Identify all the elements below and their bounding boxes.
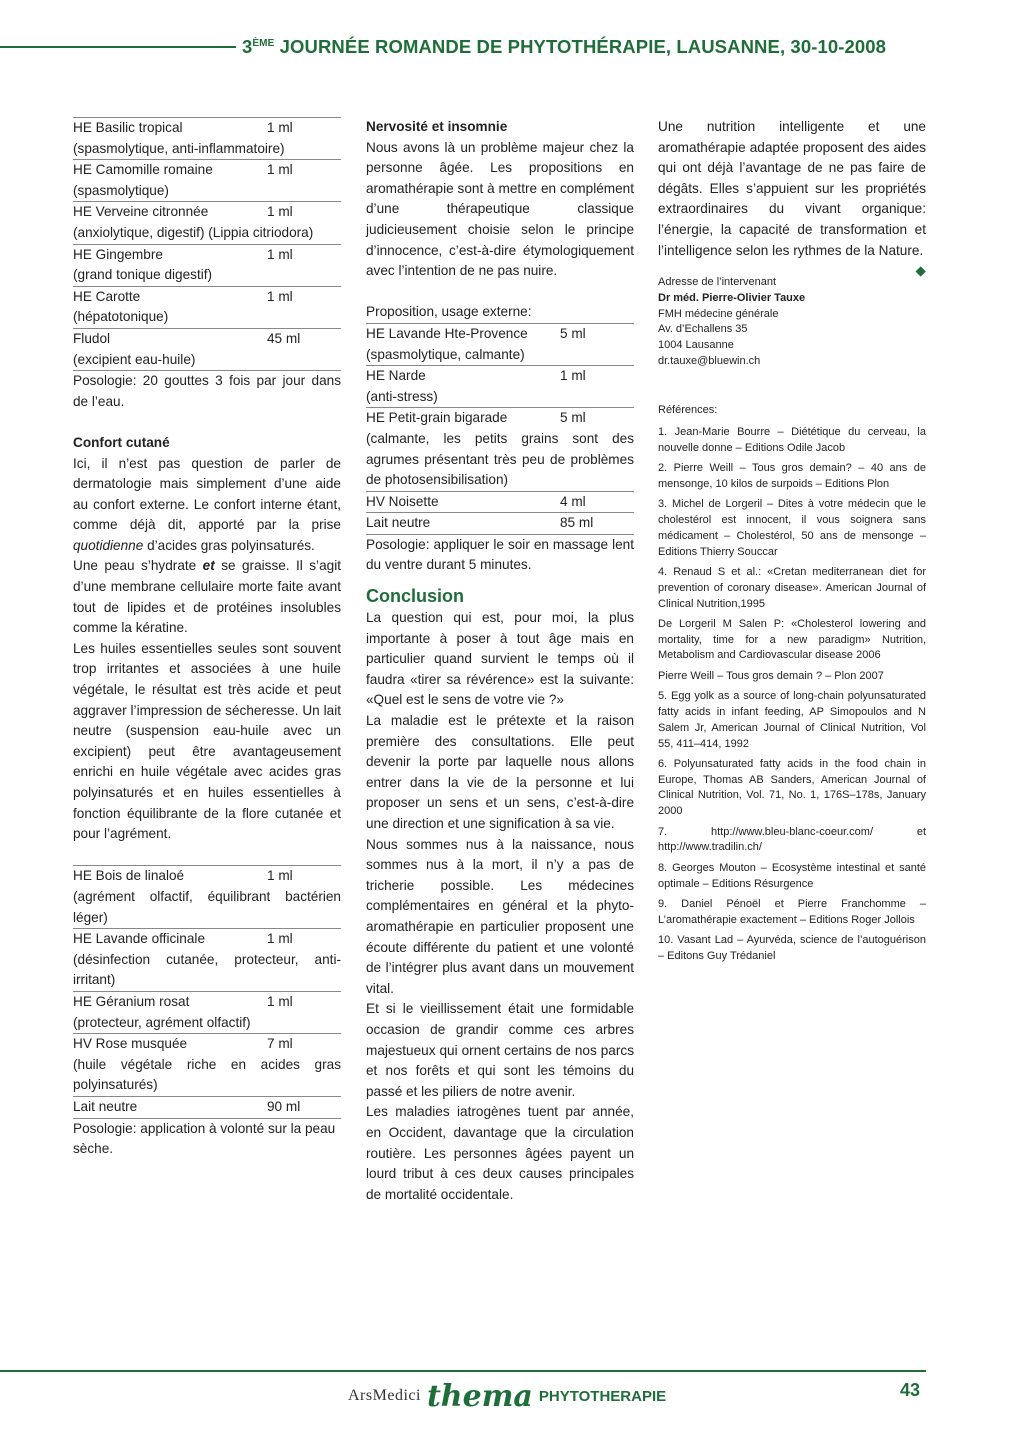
ingredient-desc: (agrément olfactif, équilibrant bactérien léger) — [73, 888, 341, 925]
recipe-row — [73, 286, 341, 308]
ingredient-name: HE Bois de linaloé — [73, 868, 185, 884]
ingredient-name: HE Lavande Hte-Provence — [366, 325, 528, 341]
paragraph: Nous sommes nus à la naissance, nous sommes nus à la mort, il n’y a pas de tricherie possible. Les médecines complémentaires en général et la phyto-aromathérapie en particulier proposent une écoute différente du patient et une volonté de l’intégrer plus avant dans un mouvement vital. — [366, 836, 634, 996]
ingredient-qty: 1 ml — [267, 993, 293, 1009]
conclusion-text — [366, 608, 634, 1205]
posology-3: Posologie: appliquer le soir en massage lent du ventre durant 5 minutes. — [366, 536, 634, 573]
ingredient-name: HV Noisette — [366, 493, 439, 509]
ingredient-name: HE Verveine citronnée — [73, 204, 209, 220]
recipe-row — [366, 323, 634, 345]
recipe-row — [73, 991, 341, 1013]
section-name: PHYTOTHERAPIE — [538, 1387, 667, 1405]
recipe-row — [73, 244, 341, 266]
column-3 — [658, 117, 926, 969]
ingredient-qty: 1 ml — [267, 246, 293, 262]
paragraph: Et si le vieillissement était une formidable occasion de grandir comme ces arbres majestueux qui ornent certains de nos parcs et nos forêts et qui sont les témoins du passé et les piliers de notre avenir. — [366, 1001, 634, 1099]
recipe-row — [73, 159, 341, 181]
ingredient-desc: (spasmolytique, anti-inflammatoire) — [73, 140, 285, 156]
ingredient-desc: (désinfection cutanée, protecteur, anti-irritant) — [73, 951, 341, 988]
paragraph: La maladie est le prétexte et la raison première des consultations. Elle peut devenir la porte par laquelle nous allons entrer dans la vie de la personne et lui proposer un sens et un sens, c’est-à-dire une direction et une signification à sa vie. — [366, 713, 634, 831]
header-rule — [0, 46, 236, 48]
recipe-row — [73, 928, 341, 950]
ingredient-qty: 5 ml — [560, 325, 586, 341]
header-title: JOURNÉE ROMANDE DE PHYTOTHÉRAPIE, LAUSANNE, 30-10-2008 — [274, 36, 887, 57]
ingredient-qty: 1 ml — [267, 162, 293, 178]
paragraph: La question qui est, pour moi, la plus importante à poser à tout âge mais en particulier quand survient le temps où il faudra «tirer sa révérence» est la suivante: «Quel est le sens de votre vie ?» — [366, 610, 634, 708]
references: Références: 1. Jean-Marie Bourre – Diététique du cerveau, la nouvelle donne – Editions Odile Jacob 2. Pierre Weill – Tous gros demain? – 40 ans de mensonge, 10 kilos de surpoids – Editions Plon 3. Michel de Lorgeril – Dites à votre médecin que le cholestérol est innocent, il vous soignera sans médicament – Cholestérol, 50 ans de mensonge – Editions Thierry Souccar 4. Renaud S et al.: «Cretan mediterranean diet for prevention of coronary disease». American Journal of Clinical Nutrition,1995 De Lorgeril M Salen P: «Cholesterol lowering and mortality, time for a new paradigm» Nutrition, Metabolism and Cardiovascular disease 2006 Pierre Weill – Tous gros demain ? – Plon 2007 5. Egg yolk as a source of long-chain polyunsaturated fatty acids in infant feeding, AP Simopoulos and N Salem Jr, American Journal of Clinical Nutrition, Vol 55, 411–414, 1992 6. Polyunsaturated fatty acids in the food chain in Europe, Thomas AB Sanders, American Journal of Clinical Nutrition, Vol. 71, No. 1, 176S–178s, January 2000 7. http://www.bleu-blanc-coeur.com/ et http://www.tradilin.ch/ 8. Georges Mouton – Ecosystème intestinal et santé optimale – Editions Résurgence 9. Daniel Pénoël et Pierre Franchomme – L’aromathérapie exactement – Editions Roger Jollois 10. Vasant Lad – Ayurvéda, science de l’autoguérison – Editons Guy Trédaniel — [658, 403, 926, 964]
ingredient-qty: 1 ml — [267, 868, 293, 884]
paragraph: Les maladies iatrogènes tuent par année, en Occident, davantage que la circulation routière. Les personnes âgées payent un lourd tribut à ces deux causes principales de mortalité occidentale. — [366, 1104, 634, 1202]
reference-item: 7. http://www.bleu-blanc-coeur.com/ et http://www.tradilin.ch/ — [658, 825, 926, 854]
address-block: Adresse de l’intervenant Dr méd. Pierre-Olivier Tauxe FMH médecine générale Av. d’Echallens 35 1004 Lausanne dr.tauxe@bluewin.ch — [658, 275, 926, 369]
paragraph: Ici, il n’est pas question de parler de dermatologie mais simplement d’une aide au confort externe. Le confort interne étant, comme déjà dit, apporté par la prise quotidienne d’acides gras polyinsaturés. — [73, 455, 341, 553]
reference-item: 2. Pierre Weill – Tous gros demain? – 40 ans de mensonge, 10 kilos de surpoids – Editions Plon — [658, 462, 926, 490]
ingredient-qty: 1 ml — [267, 120, 293, 135]
recipe-row — [366, 407, 634, 429]
ingredient-name: HV Rose musquée — [73, 1036, 188, 1052]
brand-logo: ArsMedici — [348, 1387, 421, 1404]
reference-item: 6. Polyunsaturated fatty acids in the food chain in Europe, Thomas AB Sanders, American Journal of Clinical Nutrition, Vol. 71, No. 1, 176S–178s, January 2000 — [658, 758, 926, 818]
recipe-row — [73, 117, 341, 139]
ingredient-desc: (spasmolytique, calmante) — [366, 346, 525, 362]
reference-item: 8. Georges Mouton – Ecosystème intestinal et santé optimale – Editions Résurgence — [658, 861, 926, 890]
footer — [348, 1378, 666, 1414]
recipe-row — [73, 201, 341, 223]
ingredient-desc: (anxiolytique, digestif) (Lippia citriodora) — [73, 224, 314, 240]
ingredient-qty: 1 ml — [267, 204, 293, 220]
address-line: FMH médecine générale — [658, 307, 779, 320]
ingredient-desc: (grand tonique digestif) — [73, 267, 213, 283]
ingredient-desc: (anti-stress) — [366, 388, 438, 404]
recipe-table-3 — [366, 323, 634, 534]
ingredient-qty: 7 ml — [267, 1036, 293, 1052]
header-number: 3 — [242, 36, 253, 57]
ingredient-name: HE Carotte — [73, 288, 141, 304]
ingredient-name: Lait neutre — [366, 515, 431, 531]
ingredient-qty: 85 ml — [560, 515, 594, 531]
ingredient-desc: (protecteur, agrément olfactif) — [73, 1014, 251, 1030]
column-1 — [73, 117, 341, 1160]
thema-logo: thema — [426, 1378, 533, 1414]
recipe-table-1 — [73, 117, 341, 370]
ingredient-desc: (huile végétale riche en acides gras polyinsaturés) — [73, 1056, 341, 1093]
paragraph: Une peau s’hydrate et se graisse. Il s’agit d’une membrane cellulaire morte faite avant tout de lipides et de protéines insolubles comme la kératine. — [73, 558, 341, 636]
paragraph: Une nutrition intelligente et une aromathérapie adaptée proposent des aides qui ont déjà l’avantage de ne pas faire de dégâts. Elles s’appuient sur les propriétés extraordinaires du vivant organique: l’énergie, la capacité de transformation et l’intelligence selon les rythmes de la Nature. ◆ — [658, 117, 926, 261]
ingredient-qty: 90 ml — [267, 1098, 301, 1114]
ingredient-name: HE Camomille romaine — [73, 162, 213, 178]
footer-rule — [0, 1370, 926, 1372]
section-heading-nervosite: Nervosité et insomnie — [366, 119, 508, 134]
ingredient-name: HE Narde — [366, 368, 426, 384]
address-line: 1004 Lausanne — [658, 338, 734, 351]
ingredient-desc: (excipient eau-huile) — [73, 351, 196, 367]
reference-item: Pierre Weill – Tous gros demain ? – Plon 2007 — [658, 669, 884, 682]
reference-item: 10. Vasant Lad – Ayurvéda, science de l’autoguérison – Editons Guy Trédaniel — [658, 934, 926, 962]
section-heading-conclusion: Conclusion — [366, 586, 464, 607]
recipe-row — [73, 1033, 341, 1055]
ingredient-qty: 1 ml — [560, 368, 586, 384]
ingredient-qty: 5 ml — [560, 410, 586, 426]
address-line: dr.tauxe@bluewin.ch — [658, 354, 761, 367]
recipe-row — [73, 865, 341, 887]
ingredient-name: Fludol — [73, 330, 111, 346]
ingredient-name: HE Lavande officinale — [73, 931, 206, 947]
ingredient-desc: (calmante, les petits grains sont des agrumes présentant très peu de problèmes de photosensibilisation) — [366, 430, 634, 488]
ingredient-qty: 1 ml — [267, 288, 293, 304]
recipe-row — [73, 1096, 341, 1118]
ingredient-name: Lait neutre — [73, 1098, 138, 1114]
address-line: Av. d’Echallens 35 — [658, 323, 748, 336]
paragraph: Les huiles essentielles seules sont souvent trop irritantes et associées à une huile végétale, le résultat est très acide et peut aggraver l’impression de sécheresse. Un lait neutre (suspension eau-huile avec un excipient) peut être avantageusement enrichi en huile végétale avec acides gras polyinsaturés et en huiles essentielles à fonction équilibrante de la flore cutanée et pour l’agrément. — [73, 640, 341, 842]
ingredient-qty: 1 ml — [267, 931, 293, 947]
ingredient-qty: 45 ml — [267, 330, 301, 346]
section-heading-confort: Confort cutané — [73, 434, 170, 450]
recipe-row — [366, 491, 634, 513]
ingredient-desc: (hépatotonique) — [73, 309, 169, 325]
recipe-table-2 — [73, 865, 341, 1117]
page-header — [242, 36, 886, 58]
ingredient-qty: 4 ml — [560, 493, 586, 509]
ingredient-name: HE Géranium rosat — [73, 993, 190, 1009]
ingredient-name: HE Gingembre — [73, 246, 163, 262]
reference-item: 1. Jean-Marie Bourre – Diététique du cerveau, la nouvelle donne – Editions Odile Jacob — [658, 426, 926, 454]
posology-1: Posologie: 20 gouttes 3 fois par jour dans de l’eau. — [73, 373, 341, 409]
recipe-row — [366, 512, 634, 534]
header-superscript: ÈME — [252, 37, 275, 49]
ingredient-desc: (spasmolytique) — [73, 182, 169, 198]
page-number: 43 — [900, 1380, 921, 1400]
posology-2: Posologie: application à volonté sur la peau sèche. — [73, 1120, 336, 1157]
reference-item: De Lorgeril M Salen P: «Cholesterol lowering and mortality, time for a new paradigm» Nutrition, Metabolism and Cardiovascular disease 2006 — [658, 618, 926, 662]
proposition-label: Proposition, usage externe: — [366, 304, 532, 320]
reference-item: 9. Daniel Pénoël et Pierre Franchomme – L’aromathérapie exactement – Editions Roger Jollois — [658, 898, 926, 926]
ingredient-name: HE Basilic tropical — [73, 120, 183, 135]
ingredient-name: HE Petit-grain bigarade — [366, 410, 508, 426]
reference-item: 5. Egg yolk as a source of long-chain polyunsaturated fatty acids in infant feeding, AP Simopoulos and N Salem Jr, American Journal of Clinical Nutrition, Vol 55, 411–414, 1992 — [658, 690, 926, 750]
recipe-row — [366, 365, 634, 387]
reference-item: 3. Michel de Lorgeril – Dites à votre médecin que le cholestérol est innocent, il vous soignera sans médicament – Cholestérol, 50 ans de mensonge – Editions Thierry Souccar — [658, 498, 926, 558]
reference-item: 4. Renaud S et al.: «Cretan mediterranean diet for prevention of coronary disease». American Journal of Clinical Nutrition,1995 — [658, 566, 926, 610]
recipe-row — [73, 328, 341, 350]
end-mark-icon: ◆ — [915, 263, 926, 279]
paragraph: Nous avons là un problème majeur chez la personne âgée. Les propositions en aromathérapie sont à mettre en complément d’une thérapeutique classique judicieusement choisie selon le principe d’innocence, c’est-à-dire étymologiquement avec l’intention de ne pas nuire. — [366, 139, 634, 279]
column-2 — [366, 117, 634, 1205]
